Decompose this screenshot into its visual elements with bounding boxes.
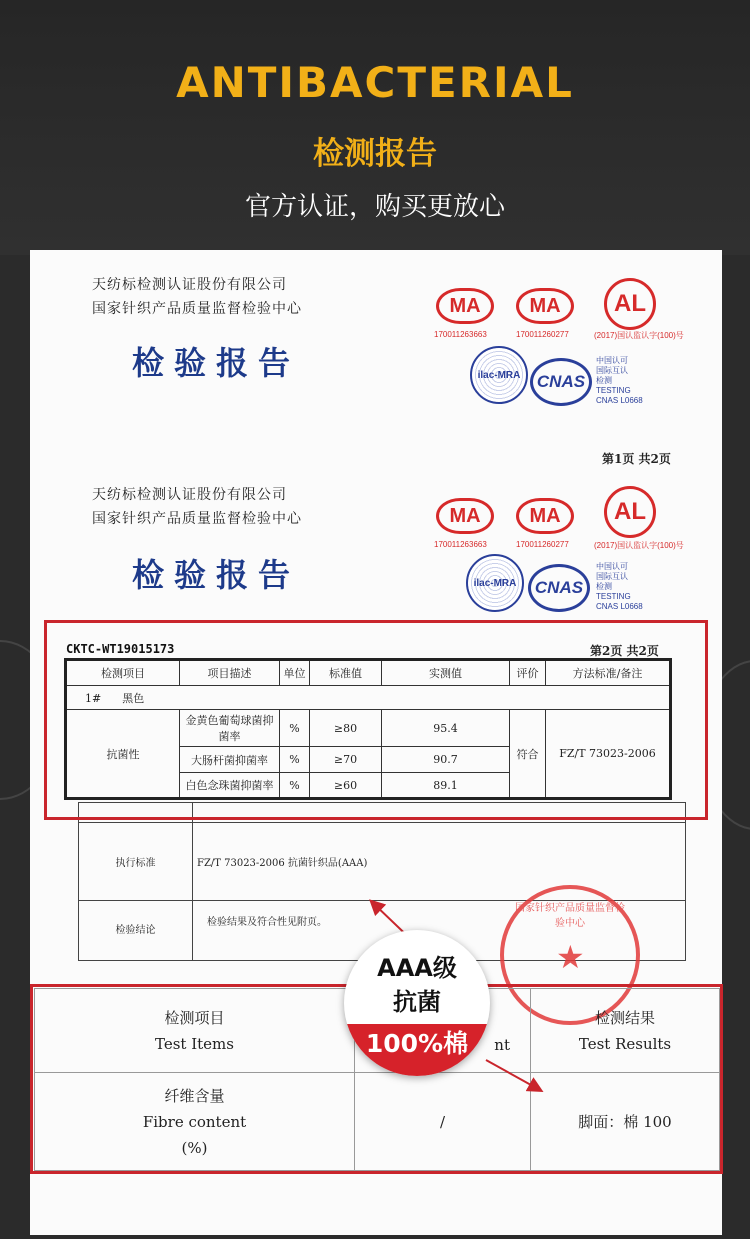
ma-logo: MA [516, 498, 574, 534]
evaluation: 符合 [510, 710, 546, 799]
badge-antibacterial: 抗菌 [393, 988, 441, 1016]
ilac-mra-logo: ilac-MRA [470, 346, 528, 404]
report-title: 检验报告 [132, 344, 301, 382]
report-title: 检验报告 [132, 556, 301, 594]
col-results-en: Test Results [578, 1034, 672, 1053]
exec-standard-value: FZ/T 73023-2006 抗菌针织品(AAA) [193, 823, 686, 901]
test-item: 抗菌性 [66, 710, 180, 799]
row-standard: ≥70 [310, 747, 382, 773]
title-english: ANTIBACTERIAL [176, 58, 574, 107]
cal-number: (2017)国认监认字(100)号 [594, 541, 684, 550]
badge-grade: AAA级 [377, 954, 457, 982]
org-name: 天纺标检测认证股份有限公司 [92, 487, 287, 503]
official-seal: 国家针织产品质量监督检验中心 ★ [500, 885, 640, 1025]
col-results-cn: 检测结果 [594, 1008, 655, 1027]
page-number: 第2页 共2页 [590, 644, 659, 658]
subtitle: 官方认证，购买更放心 [244, 192, 505, 222]
cnas-text: 中国认可 国际互认 检测 TESTING CNAS L0668 [596, 356, 643, 405]
conclusion-label: 检验结论 [79, 901, 193, 961]
row-measured: 90.7 [382, 747, 510, 773]
row-standard: ≥80 [310, 710, 382, 747]
ma-number: 170011260277 [516, 330, 569, 339]
ma-number: 170011263663 [434, 330, 487, 339]
col-middle: nt [355, 989, 531, 1073]
exec-standard-label: 执行标准 [79, 823, 193, 901]
report-code: CKTC-WT19015173 [66, 642, 175, 656]
aaa-antibacterial-badge [344, 930, 490, 1076]
ma-number: 170011260277 [516, 540, 569, 549]
org-center: 国家针织产品质量监督检验中心 [92, 301, 302, 317]
table-header: 方法标准/备注 [546, 660, 671, 686]
row-standard: ≥60 [310, 773, 382, 799]
method-standard: FZ/T 73023-2006 [546, 710, 671, 799]
row-measured: 89.1 [382, 773, 510, 799]
cal-logo: AL [604, 278, 656, 330]
conclusion-value: 检验结果及符合性见附页。 [193, 901, 686, 961]
ilac-mra-logo: ilac-MRA [466, 554, 524, 612]
ma-logo: MA [436, 288, 494, 324]
report-page2-header [30, 470, 722, 620]
table-header: 项目描述 [180, 660, 280, 686]
row-unit: % [280, 710, 310, 747]
org-name: 天纺标检测认证股份有限公司 [92, 277, 287, 293]
ma-logo: MA [516, 288, 574, 324]
row-description: 大肠杆菌抑菌率 [180, 747, 280, 773]
cal-logo: AL [604, 486, 656, 538]
sample-color: 黑色 [122, 691, 145, 705]
result-highlight-frame [44, 620, 708, 820]
cal-number: (2017)国认监认字(100)号 [594, 331, 684, 340]
org-center: 国家针织产品质量监督检验中心 [92, 511, 302, 527]
col-items-cn: 检测项目 [164, 1008, 225, 1027]
table-header: 标准值 [310, 660, 382, 686]
fibre-label-en: Fibre content [142, 1112, 247, 1131]
table-header: 评价 [510, 660, 546, 686]
row-unit: % [280, 747, 310, 773]
cnas-logo: CNAS [530, 358, 592, 406]
ma-number: 170011263663 [434, 540, 487, 549]
row-description: 金黄色葡萄球菌抑菌率 [180, 710, 280, 747]
table-header: 检测项目 [66, 660, 180, 686]
cnas-logo: CNAS [528, 564, 590, 612]
fibre-unit: (%) [181, 1138, 208, 1157]
badge-cotton: 100%棉 [344, 1024, 490, 1076]
title-chinese: 检测报告 [313, 136, 437, 172]
fibre-middle-value: / [355, 1073, 531, 1171]
table-header: 单位 [280, 660, 310, 686]
table-header: 实测值 [382, 660, 510, 686]
page-number: 第1页 共2页 [602, 452, 671, 466]
cnas-text: 中国认可 国际互认 检测 TESTING CNAS L0668 [596, 562, 643, 611]
row-description: 白色念珠菌抑菌率 [180, 773, 280, 799]
ma-logo: MA [436, 498, 494, 534]
row-measured: 95.4 [382, 710, 510, 747]
report-page1-header [30, 250, 722, 470]
fibre-label-cn: 纤维含量 [164, 1086, 225, 1105]
col-items-en: Test Items [155, 1034, 234, 1053]
row-unit: % [280, 773, 310, 799]
sample-number: 1# [85, 691, 102, 705]
fibre-result: 脚面：棉 100 [531, 1073, 720, 1171]
